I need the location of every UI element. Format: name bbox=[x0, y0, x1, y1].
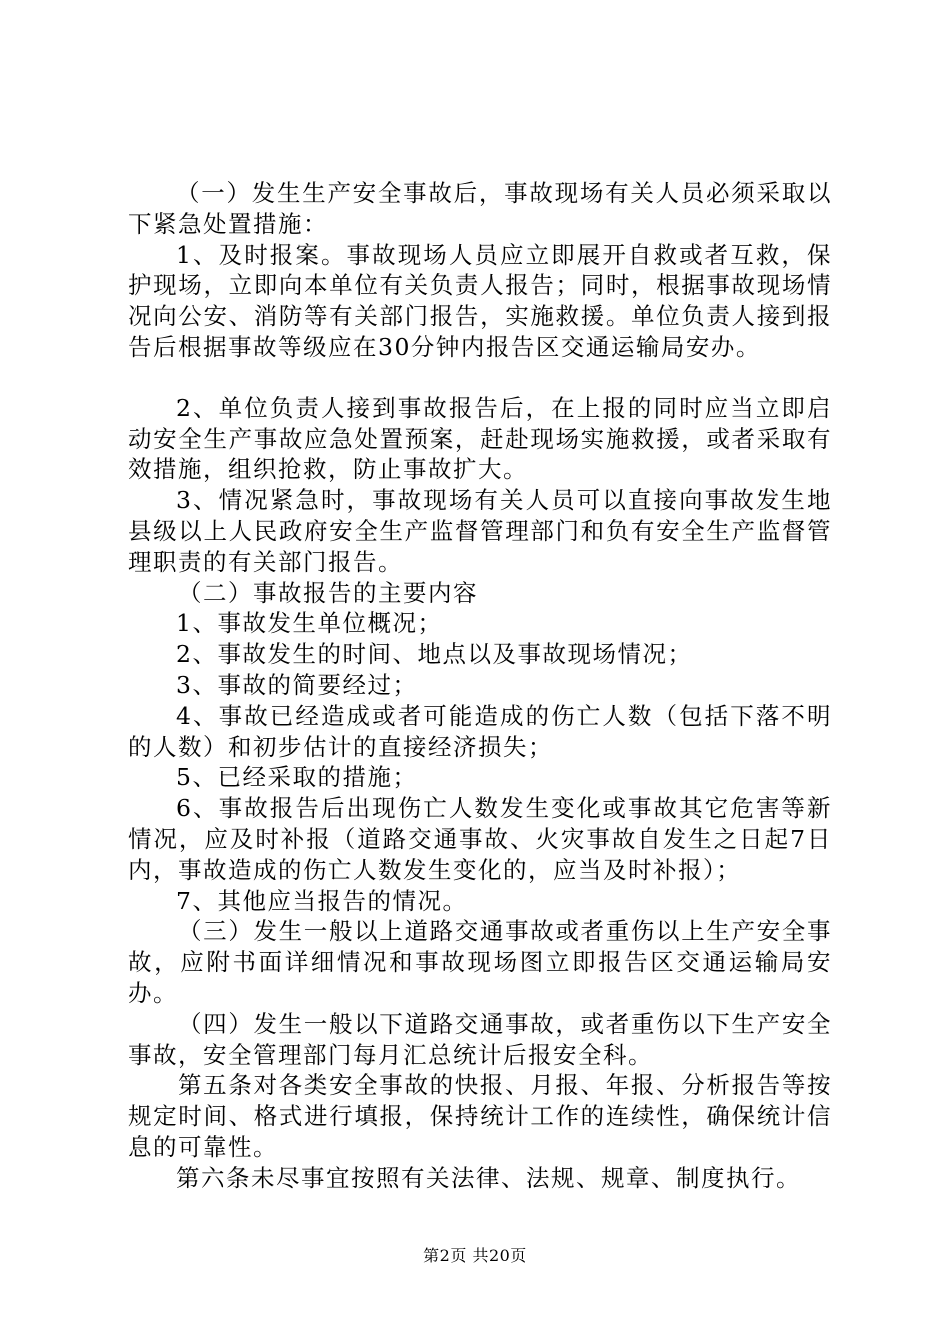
paragraph-section-4: （四）发生一般以下道路交通事故，或者重伤以下生产安全事故，安全管理部门每月汇总统计后报安全科。 bbox=[128, 1009, 832, 1069]
paragraph-article-5: 第五条对各类安全事故的快报、月报、年报、分析报告等按规定时间、格式进行填报，保持统计工作的连续性，确保统计信息的可靠性。 bbox=[128, 1071, 832, 1161]
list-item-content-4: 4、事故已经造成或者可能造成的伤亡人数（包括下落不明的人数）和初步估计的直接经济损失； bbox=[128, 701, 832, 761]
paragraph-item-1-report: 1、及时报案。事故现场人员应立即展开自救或者互救，保护现场，立即向本单位有关负责人报告；同时，根据事故现场情况向公安、消防等有关部门报告，实施救援。单位负责人接到报告后根据事故等级应在30分钟内报告区交通运输局安办。 bbox=[128, 240, 832, 361]
paragraph-section-1-heading: （一）发生生产安全事故后，事故现场有关人员必须采取以下紧急处置措施： bbox=[128, 179, 832, 238]
paragraph-article-6: 第六条未尽事宜按照有关法律、法规、规章、制度执行。 bbox=[176, 1163, 801, 1192]
paragraph-item-2-response: 2、单位负责人接到事故报告后，在上报的同时应当立即启动安全生产事故应急处置预案，赶赴现场实施救援，或者采取有效措施，组织抢救，防止事故扩大。 bbox=[128, 393, 832, 484]
document-body bbox=[128, 178, 832, 1194]
list-item-content-3: 3、事故的简要经过； bbox=[176, 670, 418, 699]
list-item-content-2: 2、事故发生的时间、地点以及事故现场情况； bbox=[176, 640, 693, 669]
list-item-content-1: 1、事故发生单位概况； bbox=[176, 609, 443, 638]
paragraph-item-3-emergency: 3、情况紧急时，事故现场有关人员可以直接向事故发生地县级以上人民政府安全生产监督管理部门和负有安全生产监督管理职责的有关部门报告。 bbox=[128, 486, 832, 576]
paragraph-section-2-heading: （二）事故报告的主要内容 bbox=[178, 578, 478, 607]
paragraph-section-3: （三）发生一般以上道路交通事故或者重伤以上生产安全事故，应附书面详细情况和事故现场图立即报告区交通运输局安办。 bbox=[128, 917, 832, 1007]
list-item-content-5: 5、已经采取的措施； bbox=[176, 763, 418, 792]
list-item-content-6: 6、事故报告后出现伤亡人数发生变化或事故其它危害等新情况，应及时补报（道路交通事故、火灾事故自发生之日起7日内，事故造成的伤亡人数发生变化的，应当及时补报）； bbox=[128, 794, 832, 884]
list-item-content-7: 7、其他应当报告的情况。 bbox=[176, 886, 468, 915]
page-number-footer: 第2页 共20页 bbox=[423, 1246, 527, 1265]
